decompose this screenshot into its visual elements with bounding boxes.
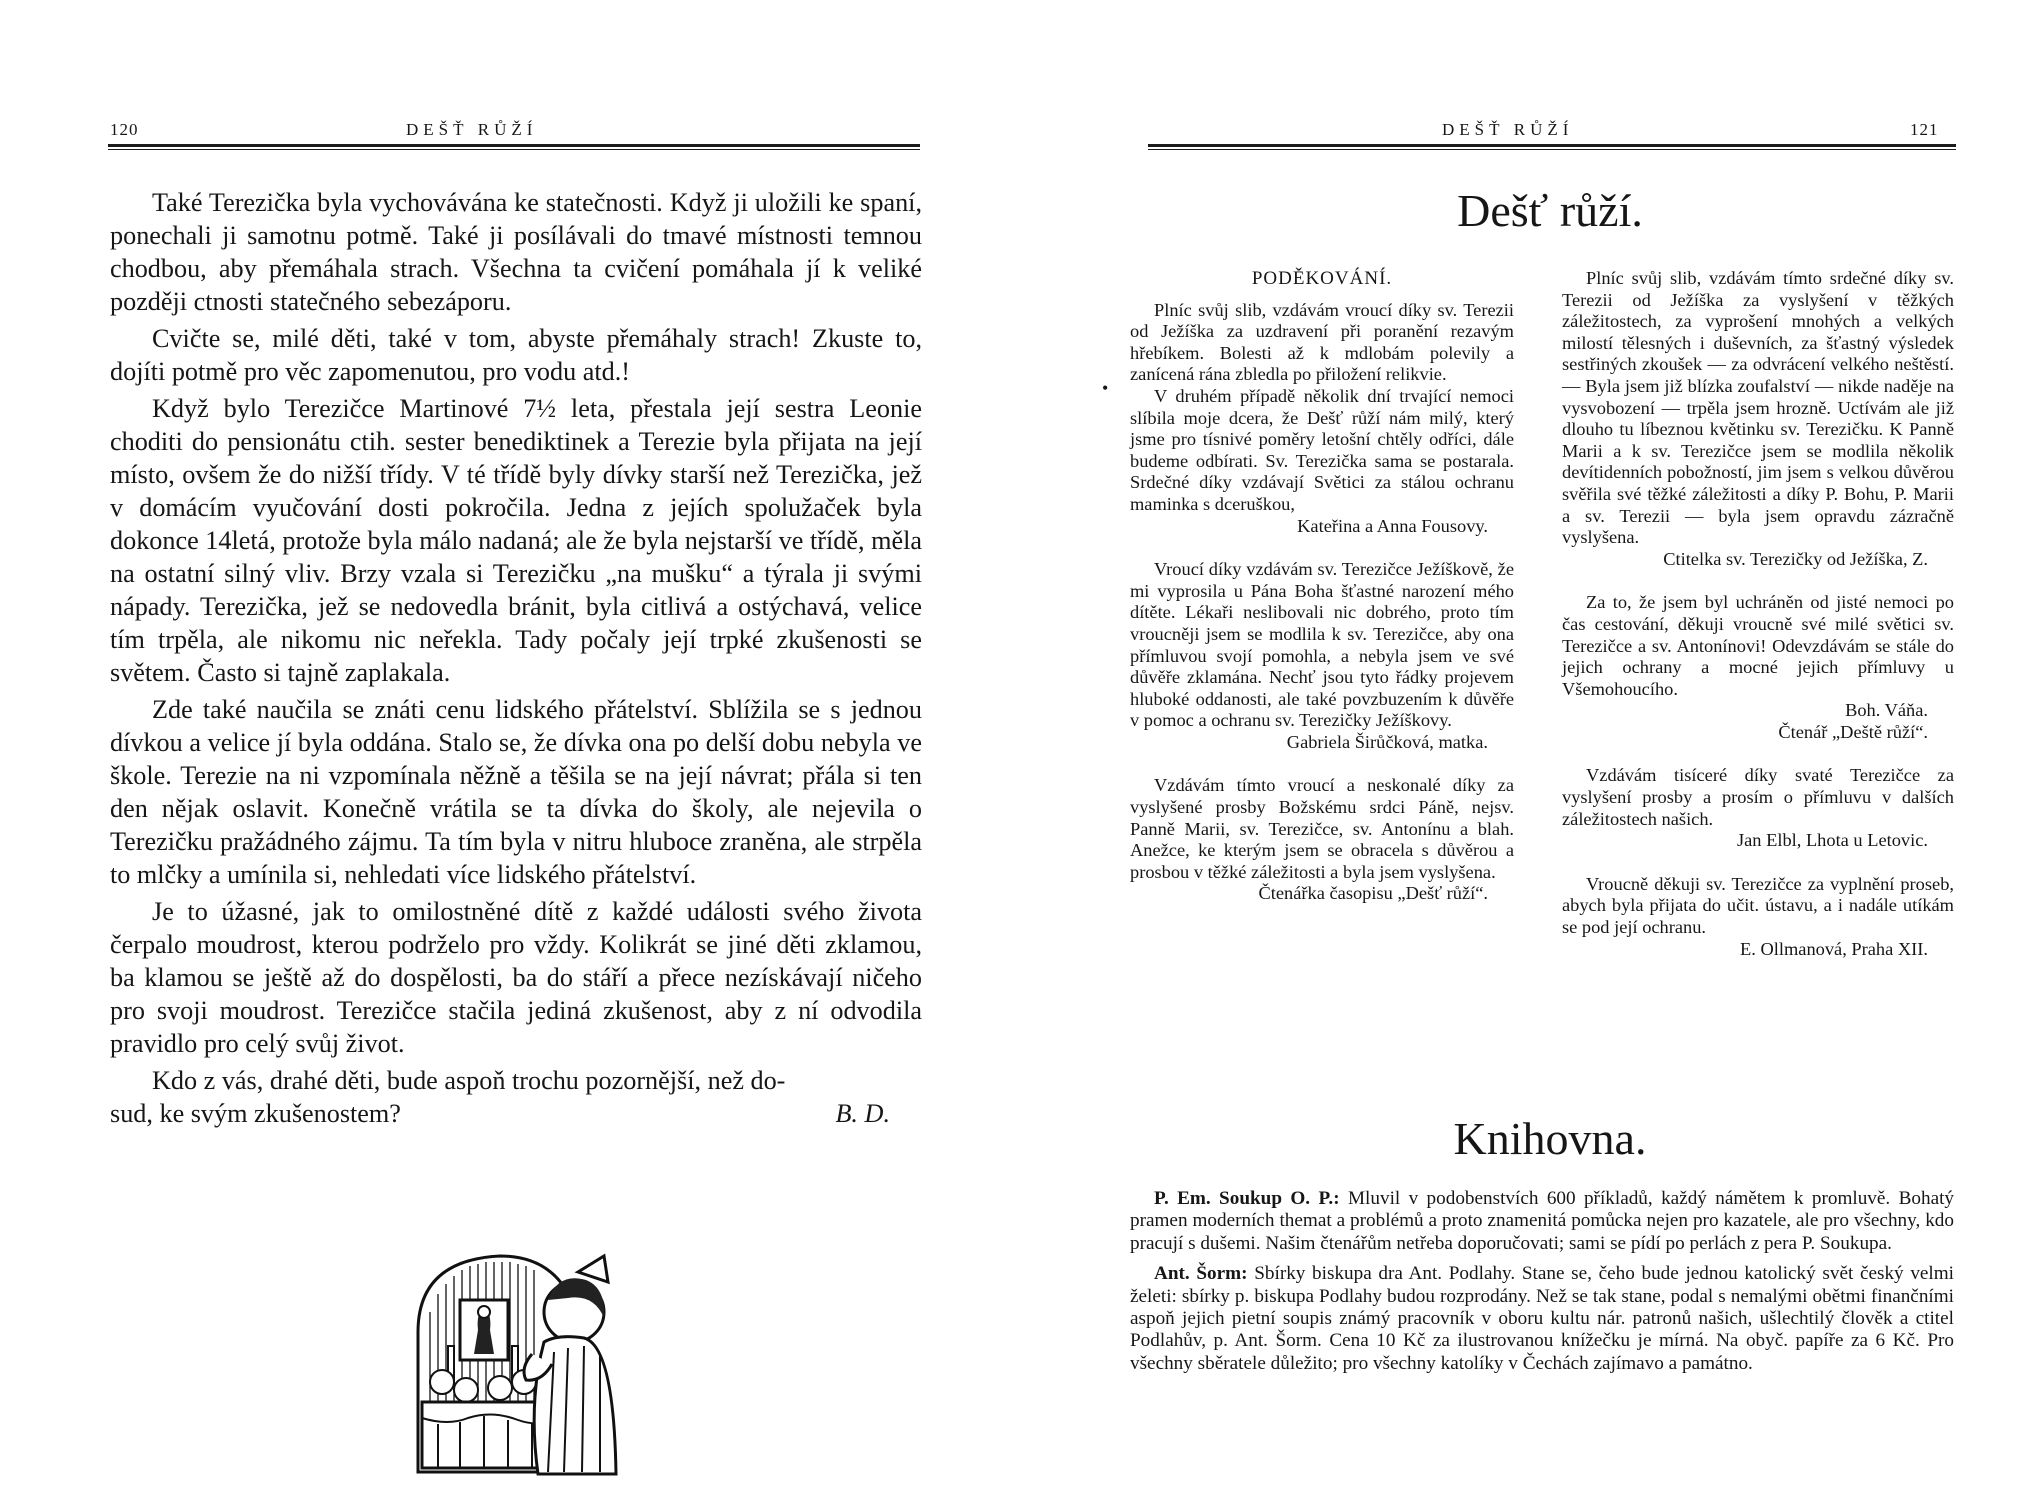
left-paragraph: Také Terezička byla vychovávána ke statečnosti. Když ji uložili ke spaní, ponechali ji samotnu potmě. Také ji posílávali do tmavé místnosti temnou chodbou, aby přemáhala strach. Všechna ta cvičení pomáhala jí k veliké později ctnosti statečného sebezáporu. bbox=[110, 188, 922, 316]
right-page-number: 121 bbox=[1910, 120, 1939, 139]
library-entry bbox=[1130, 1263, 1954, 1375]
thanks-signature: Ctitelka sv. Terezičky od Ježíška, Z. bbox=[1663, 548, 1928, 569]
left-page-number: 120 bbox=[110, 120, 139, 139]
right-head-rule bbox=[1148, 144, 1956, 150]
thanks-signature: Gabriela Širůčková, matka. bbox=[1286, 731, 1488, 752]
thanks-entry-text: Vzdávám tisíceré díky svaté Terezičce za vyslyšení prosby a prosím o přímluvu v dalších záležitostech našich. bbox=[1562, 765, 1954, 829]
thanks-signature: E. Ollmanová, Praha XII. bbox=[1740, 938, 1928, 959]
thanks-entry-text: Vroucí díky vzdávám sv. Terezičce Ježíškově, že mi vyprosila u Pána Boha šťastné narození mého dítěte. Lékaři neslibovali nic dobrého, proto tím vroucněji jsem se modlila k sv. Terezičce, aby ona přímluvou svojí pomohla, a nebyla jsem ve své důvěře zklamána. Nechť jsou tyto řádky projevem hluboké oddanosti, ale také povzbuzením k důvěře v pomoc a ochranu sv. Terezičky Ježíškovy. bbox=[1130, 559, 1514, 731]
library-section bbox=[1130, 1188, 1954, 1383]
thanks-column-right bbox=[1562, 268, 1954, 960]
left-page bbox=[0, 0, 1000, 1500]
right-running-head: DEŠŤ RŮŽÍ bbox=[1442, 120, 1574, 139]
left-paragraph: Cvičte se, milé děti, také v tom, abyste přemáhaly strach! Zkuste to, dojíti potmě pro věc zapomenutou, pro vodu atd.! bbox=[110, 324, 922, 386]
thanks-entry-text: Plníc svůj slib, vzdávám vroucí díky sv. Terezii od Ježíška za uzdravení při poranění rezavým hřebíkem. Bolesti až k mdlobám polevily a zanícená rána zbledla po přiložení relikvie. bbox=[1130, 299, 1514, 385]
library-title: Knihovna. bbox=[1453, 1113, 1647, 1164]
thanks-entry-text: V druhém případě několik dní trvající nemoci slíbila moje dcera, že Dešť růží nám milý, který jsme pro tísnivé poměry letošní chtěly odříci, dále budeme odbírati. Sv. Terezička sama se postarala. Srdečné díky vzdávají Světici za stálou ochranu maminka s dceruškou, bbox=[1130, 385, 1514, 514]
thanks-signature: Boh. Váňa. bbox=[1845, 700, 1928, 721]
library-author: Ant. Šorm: bbox=[1154, 1263, 1248, 1285]
left-paragraph: Když bylo Terezičce Martinové 7½ leta, přestala její sestra Leonie choditi do pensionátu ctih. sester benediktinek a Terezie byla přijata na její místo, ovšem že do nižší třídy. V té třídě byly dívky starší než Terezička, jež v domácím vyučování dosti pokročila. Jedna z jejích spolužaček byla dokonce 14letá, protože byla málo nadaná; ale že byla nejstarší ve třídě, měla na ostatní silný vliv. Brzy vzala si Terezičku „na mušku“ a týrala ji svými nápady. Terezička, jež se nedovedla bránit, byla citlivá a ostýchavá, velice tím trpěla, ale nikomu nic neřekla. Tady počaly její trpké zkušenosti se světem. Často si tajně zaplakala. bbox=[110, 394, 922, 687]
closing-signature: B. D. bbox=[835, 1099, 890, 1128]
thanks-entry-text: Vzdávám tímto vroucí a neskonalé díky za vyslyšené prosby Božskému srdci Páně, nejsv. Panně Marii, sv. Terezičce, sv. Antonínu a blah. Anežce, ke kterým jsem se obracela s důvěrou a prosbou v těžké záležitosti a byla jsem vyslyšena. bbox=[1130, 775, 1514, 882]
library-entry bbox=[1130, 1188, 1954, 1255]
vignette-illustration bbox=[408, 1242, 620, 1478]
thanks-signature: Čtenář „Deště růží“. bbox=[1778, 721, 1928, 742]
left-head-rule bbox=[108, 144, 920, 150]
closing-paragraph-end bbox=[110, 1097, 922, 1130]
left-body-text bbox=[110, 186, 922, 1130]
thanks-signature: Kateřina a Anna Fousovy. bbox=[1297, 515, 1488, 536]
thanks-signature: Čtenářka časopisu „Dešť růží“. bbox=[1258, 883, 1488, 904]
library-entry-text: Sbírky biskupa dra Ant. Podlahy. Stane se, čeho bude jednou katolický svět český velmi želeti: sbírky p. biskupa Podlahy budou rozprodány. Než se tak stane, podal s nemalými obětmi finančními aspoň jejich pietní soupis známý pracovník v oboru kultu nár. patronů našich, ušlechtilý člověk a ctitel Podlahův, p. Ant. Šorm. Cena 10 Kč za ilustrovanou knížečku je mírná. Na obyč. papíře za 6 Kč. Pro všechny sběratele důležito; pro všechny katolíky v Čechách zajímavo a památno. bbox=[1130, 1263, 1955, 1374]
thanks-heading: PODĚKOVÁNÍ. bbox=[1251, 268, 1393, 289]
section-title: Dešť růží. bbox=[1457, 185, 1643, 236]
closing-paragraph-tail: sud, ke svým zkušenostem? bbox=[110, 1099, 401, 1128]
closing-paragraph-lead: Kdo z vás, drahé děti, bude aspoň trochu pozornější, než do- bbox=[152, 1066, 786, 1095]
thanks-entry-text: Vroucně děkuji sv. Terezičce za vyplnění proseb, abych byla přijata do učit. ústavu, a i nadále utíkám se pod její ochranu. bbox=[1562, 873, 1954, 938]
library-author: P. Em. Soukup O. P.: bbox=[1154, 1188, 1340, 1209]
thanks-signature: Jan Elbl, Lhota u Letovic. bbox=[1736, 830, 1928, 851]
thanks-entry-text: Plníc svůj slib, vzdávám tímto srdečné díky sv. Terezii od Ježíška za vyslyšení v těžkých záležitostech, za vyprošení mnohých a velkých milostí tělesných i duševních, za šťastný výsledek sestřiných zkoušek — za odvrácení velkého neštěstí. — Byla jsem již blízka zoufalství — nikde naděje na vysvobození — trpěla jsem hrozně. Uctívám ale již dlouho tu líbeznou květinku sv. Terezičku. K Panně Marii a k sv. Terezičce jsem se modlila několik devítidenních pobožností, jim jsem s velkou důvěrou svěřila své těžké záležitosti a díky P. Bohu, P. Marii a sv. Terezii — byla jsem opravdu zázračně vyslyšena. bbox=[1562, 268, 1954, 548]
left-paragraph: Zde také naučila se znáti cenu lidského přátelství. Sblížila se s jednou dívkou a velice jí byla oddána. Stalo se, že dívka ona po delší dobu nebyla ve škole. Terezie na ni vzpomínala něžně a těšila se na její návrat; přála si ten den nějak oslavit. Konečně vrátila se ta dívka do školy, ale nejevila o Terezičku pražádného zájmu. Ta tím byla v nitru hluboce zraněna, ale strpěla to mlčky a umínila si, nehledati více lidského přátelství. bbox=[110, 695, 922, 889]
margin-mark: • bbox=[1102, 378, 1109, 398]
left-paragraph: Je to úžasné, jak to omilostněné dítě z každé události svého života čerpalo moudrost, kterou podrželo pro vždy. Kolikrát se jiné děti zklamou, ba klamou se ještě až do dospělosti, ba do stáří a přece nezískávají ničeho pro svoji moudrost. Terezičce stačila jediná zkušenost, aby z ní odvodila pravidlo pro celý svůj život. bbox=[110, 897, 922, 1058]
thanks-entry-text: Za to, že jsem byl uchráněn od jisté nemoci po čas cestování, děkuji vroucně své milé světici sv. Terezičce a sv. Antonínovi! Odevzdávám se stále do jejich ochrany a mocné jejich přímluvy u Všemohoucího. bbox=[1562, 592, 1954, 699]
left-running-head: DEŠŤ RŮŽÍ bbox=[406, 120, 538, 139]
library-entry-text: Mluvil v podobenstvích 600 příkladů, každý námětem k promluvě. Bohatý pramen moderních themat a problémů a proto znamenitá pomůcka nejen pro kazatele, ale pro všechny, kdo pracují s dušemi. Našim čtenářům netřeba doporučovati; sami se pídí po perlách z pera P. Soukupa. bbox=[1130, 1188, 1955, 1254]
thanks-column-left bbox=[1130, 268, 1514, 905]
